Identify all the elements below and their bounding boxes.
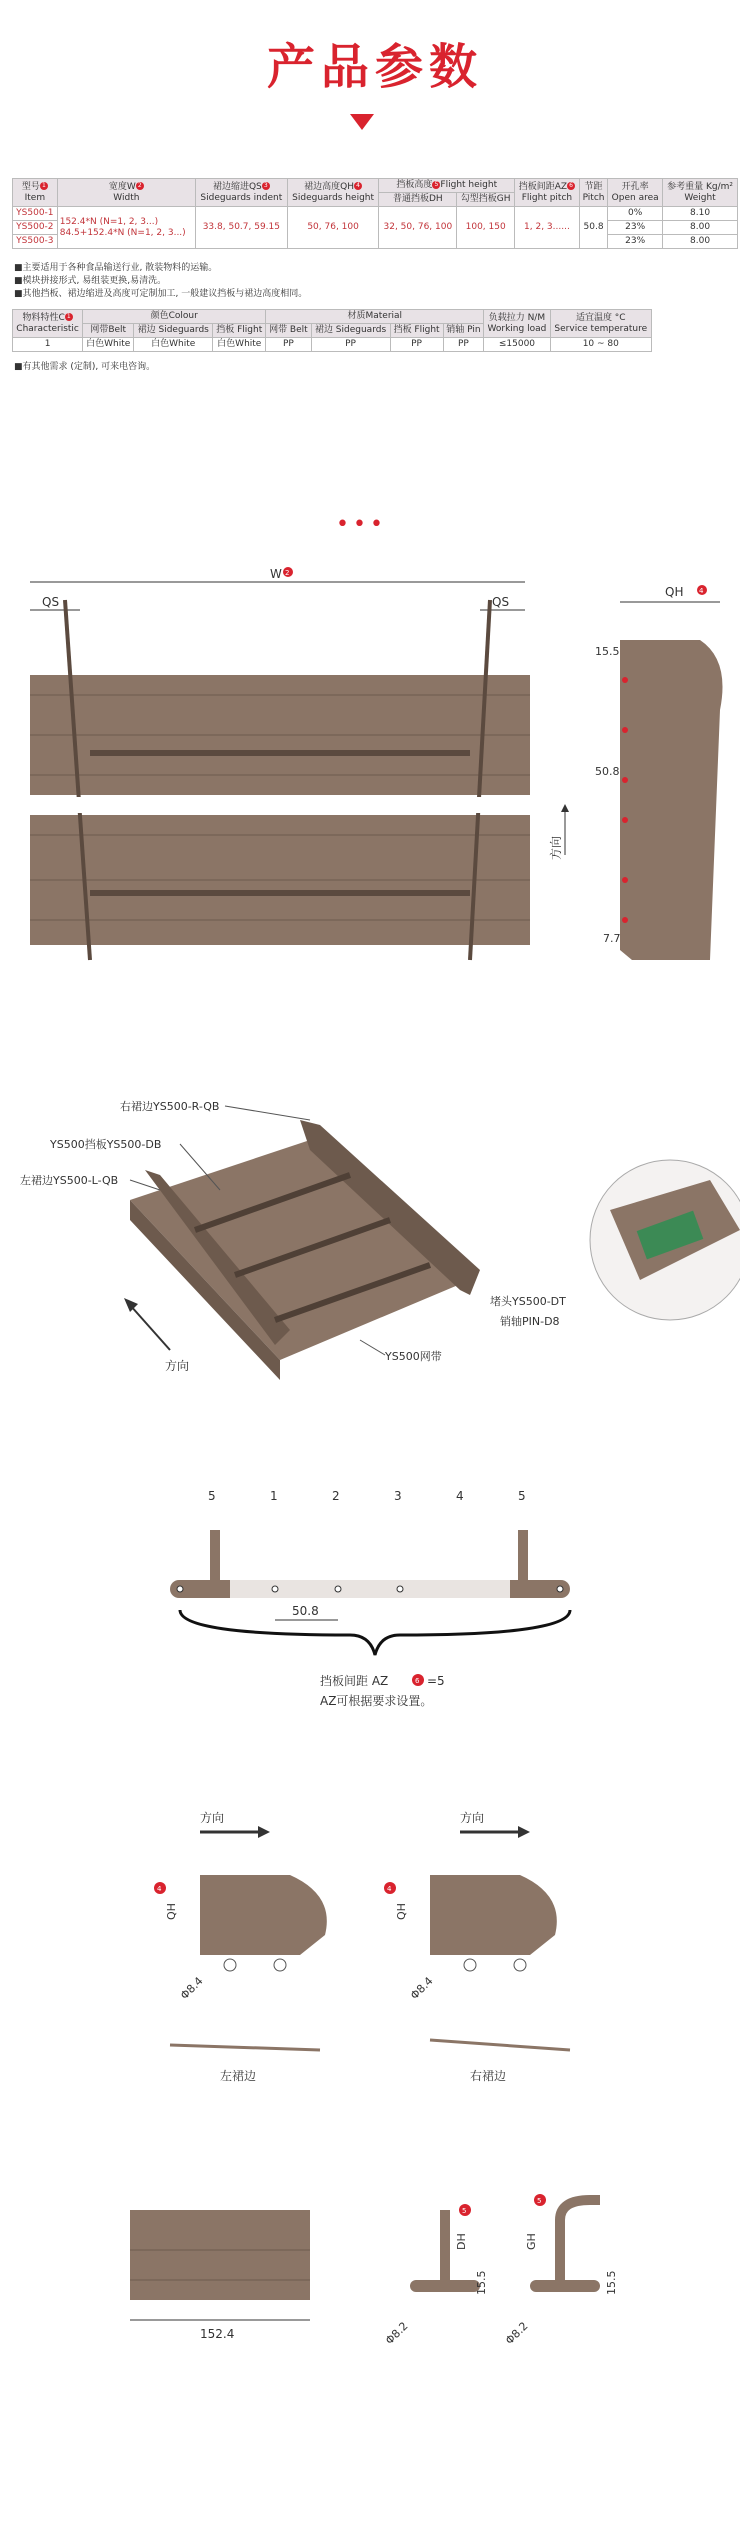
note-1: ■主要适用于各种食品输送行业, 散装物料的运输。 — [14, 263, 218, 273]
svg-text:5: 5 — [462, 2207, 467, 2215]
open-area-3: 23% — [608, 235, 663, 249]
svg-text:右裙边: 右裙边 — [470, 2069, 507, 2083]
th-char: 物料特性C 1 Characteristic — [13, 310, 83, 338]
svg-text:方向: 方向 — [200, 1811, 225, 1825]
gh-cell: 100, 150 — [457, 207, 515, 249]
weight-1: 8.10 — [663, 207, 738, 221]
svg-text:销轴PIN-D8: 销轴PIN-D8 — [500, 1315, 560, 1328]
svg-text:QS: QS — [492, 595, 510, 609]
th-sg-height: 裙边高度QH 4 Sideguards height — [287, 179, 379, 207]
th-dh: 普通挡板DH — [379, 193, 457, 207]
svg-text:15.5: 15.5 — [605, 2270, 618, 2295]
sg-height-cell: 50, 76, 100 — [287, 207, 379, 249]
indent-cell: 33.8, 50.7, 59.15 — [195, 207, 287, 249]
svg-text:15.5: 15.5 — [475, 2270, 488, 2295]
th-colour: 颜色Colour — [83, 310, 266, 324]
svg-text:QS: QS — [42, 595, 60, 609]
svg-text:4: 4 — [699, 587, 704, 595]
th-open-area: 开孔率 Open area — [608, 179, 663, 207]
svg-text:=5: =5 — [427, 1674, 445, 1688]
svg-text:3: 3 — [394, 1489, 402, 1503]
svg-text:2: 2 — [332, 1489, 340, 1503]
down-triangle-icon — [350, 114, 374, 130]
svg-text:15.5: 15.5 — [595, 645, 620, 658]
svg-text:152.4: 152.4 — [200, 2327, 235, 2341]
svg-text:GH: GH — [525, 2233, 538, 2250]
svg-text:AZ可根据要求设置。: AZ可根据要求设置。 — [320, 1694, 433, 1708]
svg-text:4: 4 — [157, 1885, 162, 1893]
th-flight-height: 挡板高度 5 Flight height — [379, 179, 515, 193]
svg-text:4: 4 — [387, 1885, 392, 1893]
flight-pitch-drawing — [150, 1480, 600, 1740]
svg-text:7.7: 7.7 — [603, 932, 621, 945]
th-weight: 参考重量 Kg/m² Weight — [663, 179, 738, 207]
svg-text:QH: QH — [665, 585, 684, 599]
svg-text:W: W — [270, 567, 282, 581]
svg-text:6: 6 — [415, 1677, 420, 1685]
note-custom: ■有其他需求 (定制), 可来电咨询。 — [14, 362, 156, 372]
svg-text:QH: QH — [165, 1903, 178, 1920]
note-3: ■其他挡板、裙边缩进及高度可定制加工, 一般建议挡板与裙边高度相同。 — [14, 289, 308, 299]
belt-top-view-drawing — [20, 560, 740, 990]
page-title: 产品参数 — [266, 39, 483, 95]
th-item: 型号 1 Item — [13, 179, 58, 207]
weight-3: 8.00 — [663, 235, 738, 249]
sideguard-drawing — [140, 1800, 620, 2100]
item-2: YS500-2 — [13, 221, 58, 235]
material-table: 物料特性C 1 Characteristic 颜色Colour 材质Material 负载拉力 N/M Working load 适宜温度 °C Service temperature 网带Belt 裙边 Sideguards 挡板 Flight 网带 Belt 裙边 Sideguards 挡板 Flight 销轴 Pin 1 白色White 白色White 白色White PP PP PP PP ≤15000 10 ~ 80 — [12, 309, 652, 352]
svg-text:QH: QH — [395, 1903, 408, 1920]
belt-assembly-drawing — [20, 1080, 740, 1410]
svg-text:50.8: 50.8 — [292, 1604, 319, 1618]
th-width: 宽度W 2 Width — [57, 179, 195, 207]
spec-table — [12, 178, 738, 249]
svg-text:YS500挡板YS500-DB: YS500挡板YS500-DB — [50, 1138, 162, 1151]
width-cell: 152.4*N (N=1, 2, 3...) 84.5+152.4*N (N=1, 2, 3...) — [57, 207, 195, 249]
th-pitch: 节距 Pitch — [579, 179, 607, 207]
svg-text:Φ8.2: Φ8.2 — [382, 2319, 411, 2348]
svg-text:左裙边: 左裙边 — [220, 2069, 257, 2083]
weight-2: 8.00 — [663, 221, 738, 235]
th-material: 材质Material — [266, 310, 484, 324]
th-temp: 适宜温度 °C Service temperature — [550, 310, 651, 338]
item-3: YS500-3 — [13, 235, 58, 249]
dh-cell: 32, 50, 76, 100 — [379, 207, 457, 249]
svg-text:5: 5 — [208, 1489, 216, 1503]
open-area-2: 23% — [608, 221, 663, 235]
open-area-1: 0% — [608, 207, 663, 221]
svg-text:5: 5 — [518, 1489, 526, 1503]
svg-text:Φ8.2: Φ8.2 — [502, 2319, 531, 2348]
th-indent: 裙边缩进QS 3 Sideguards indent — [195, 179, 287, 207]
svg-text:Φ8.4: Φ8.4 — [407, 1974, 436, 2003]
svg-text:YS500网带: YS500网带 — [385, 1350, 442, 1363]
section-dots: ••• — [336, 512, 387, 537]
pitch-cell: 50.8 — [579, 207, 607, 249]
th-flight-pitch: 挡板间距AZ 6 Flight pitch — [515, 179, 580, 207]
svg-text:挡板间距 AZ: 挡板间距 AZ — [320, 1674, 389, 1688]
th-load: 负载拉力 N/M Working load — [484, 310, 550, 338]
svg-text:1: 1 — [270, 1489, 278, 1503]
svg-text:方向: 方向 — [165, 1359, 190, 1373]
th-gh: 勾型挡板GH — [457, 193, 515, 207]
svg-text:方向: 方向 — [549, 835, 563, 860]
svg-text:DH: DH — [455, 2233, 468, 2250]
svg-text:堵头YS500-DT: 堵头YS500-DT — [490, 1295, 566, 1308]
svg-text:50.8: 50.8 — [595, 765, 620, 778]
item-1: YS500-1 — [13, 207, 58, 221]
svg-text:2: 2 — [285, 569, 290, 577]
flight-profile-drawing — [120, 2180, 660, 2380]
svg-text:右裙边YS500-R-QB: 右裙边YS500-R-QB — [120, 1100, 220, 1113]
flight-pitch-cell: 1, 2, 3...... — [515, 207, 580, 249]
svg-text:5: 5 — [537, 2197, 542, 2205]
svg-text:方向: 方向 — [460, 1811, 485, 1825]
note-2: ■模块拼接形式, 易组装更换,易清洗。 — [14, 276, 167, 286]
svg-text:左裙边YS500-L-QB: 左裙边YS500-L-QB — [20, 1174, 119, 1187]
svg-text:Φ8.4: Φ8.4 — [177, 1974, 206, 2003]
svg-text:4: 4 — [456, 1489, 464, 1503]
